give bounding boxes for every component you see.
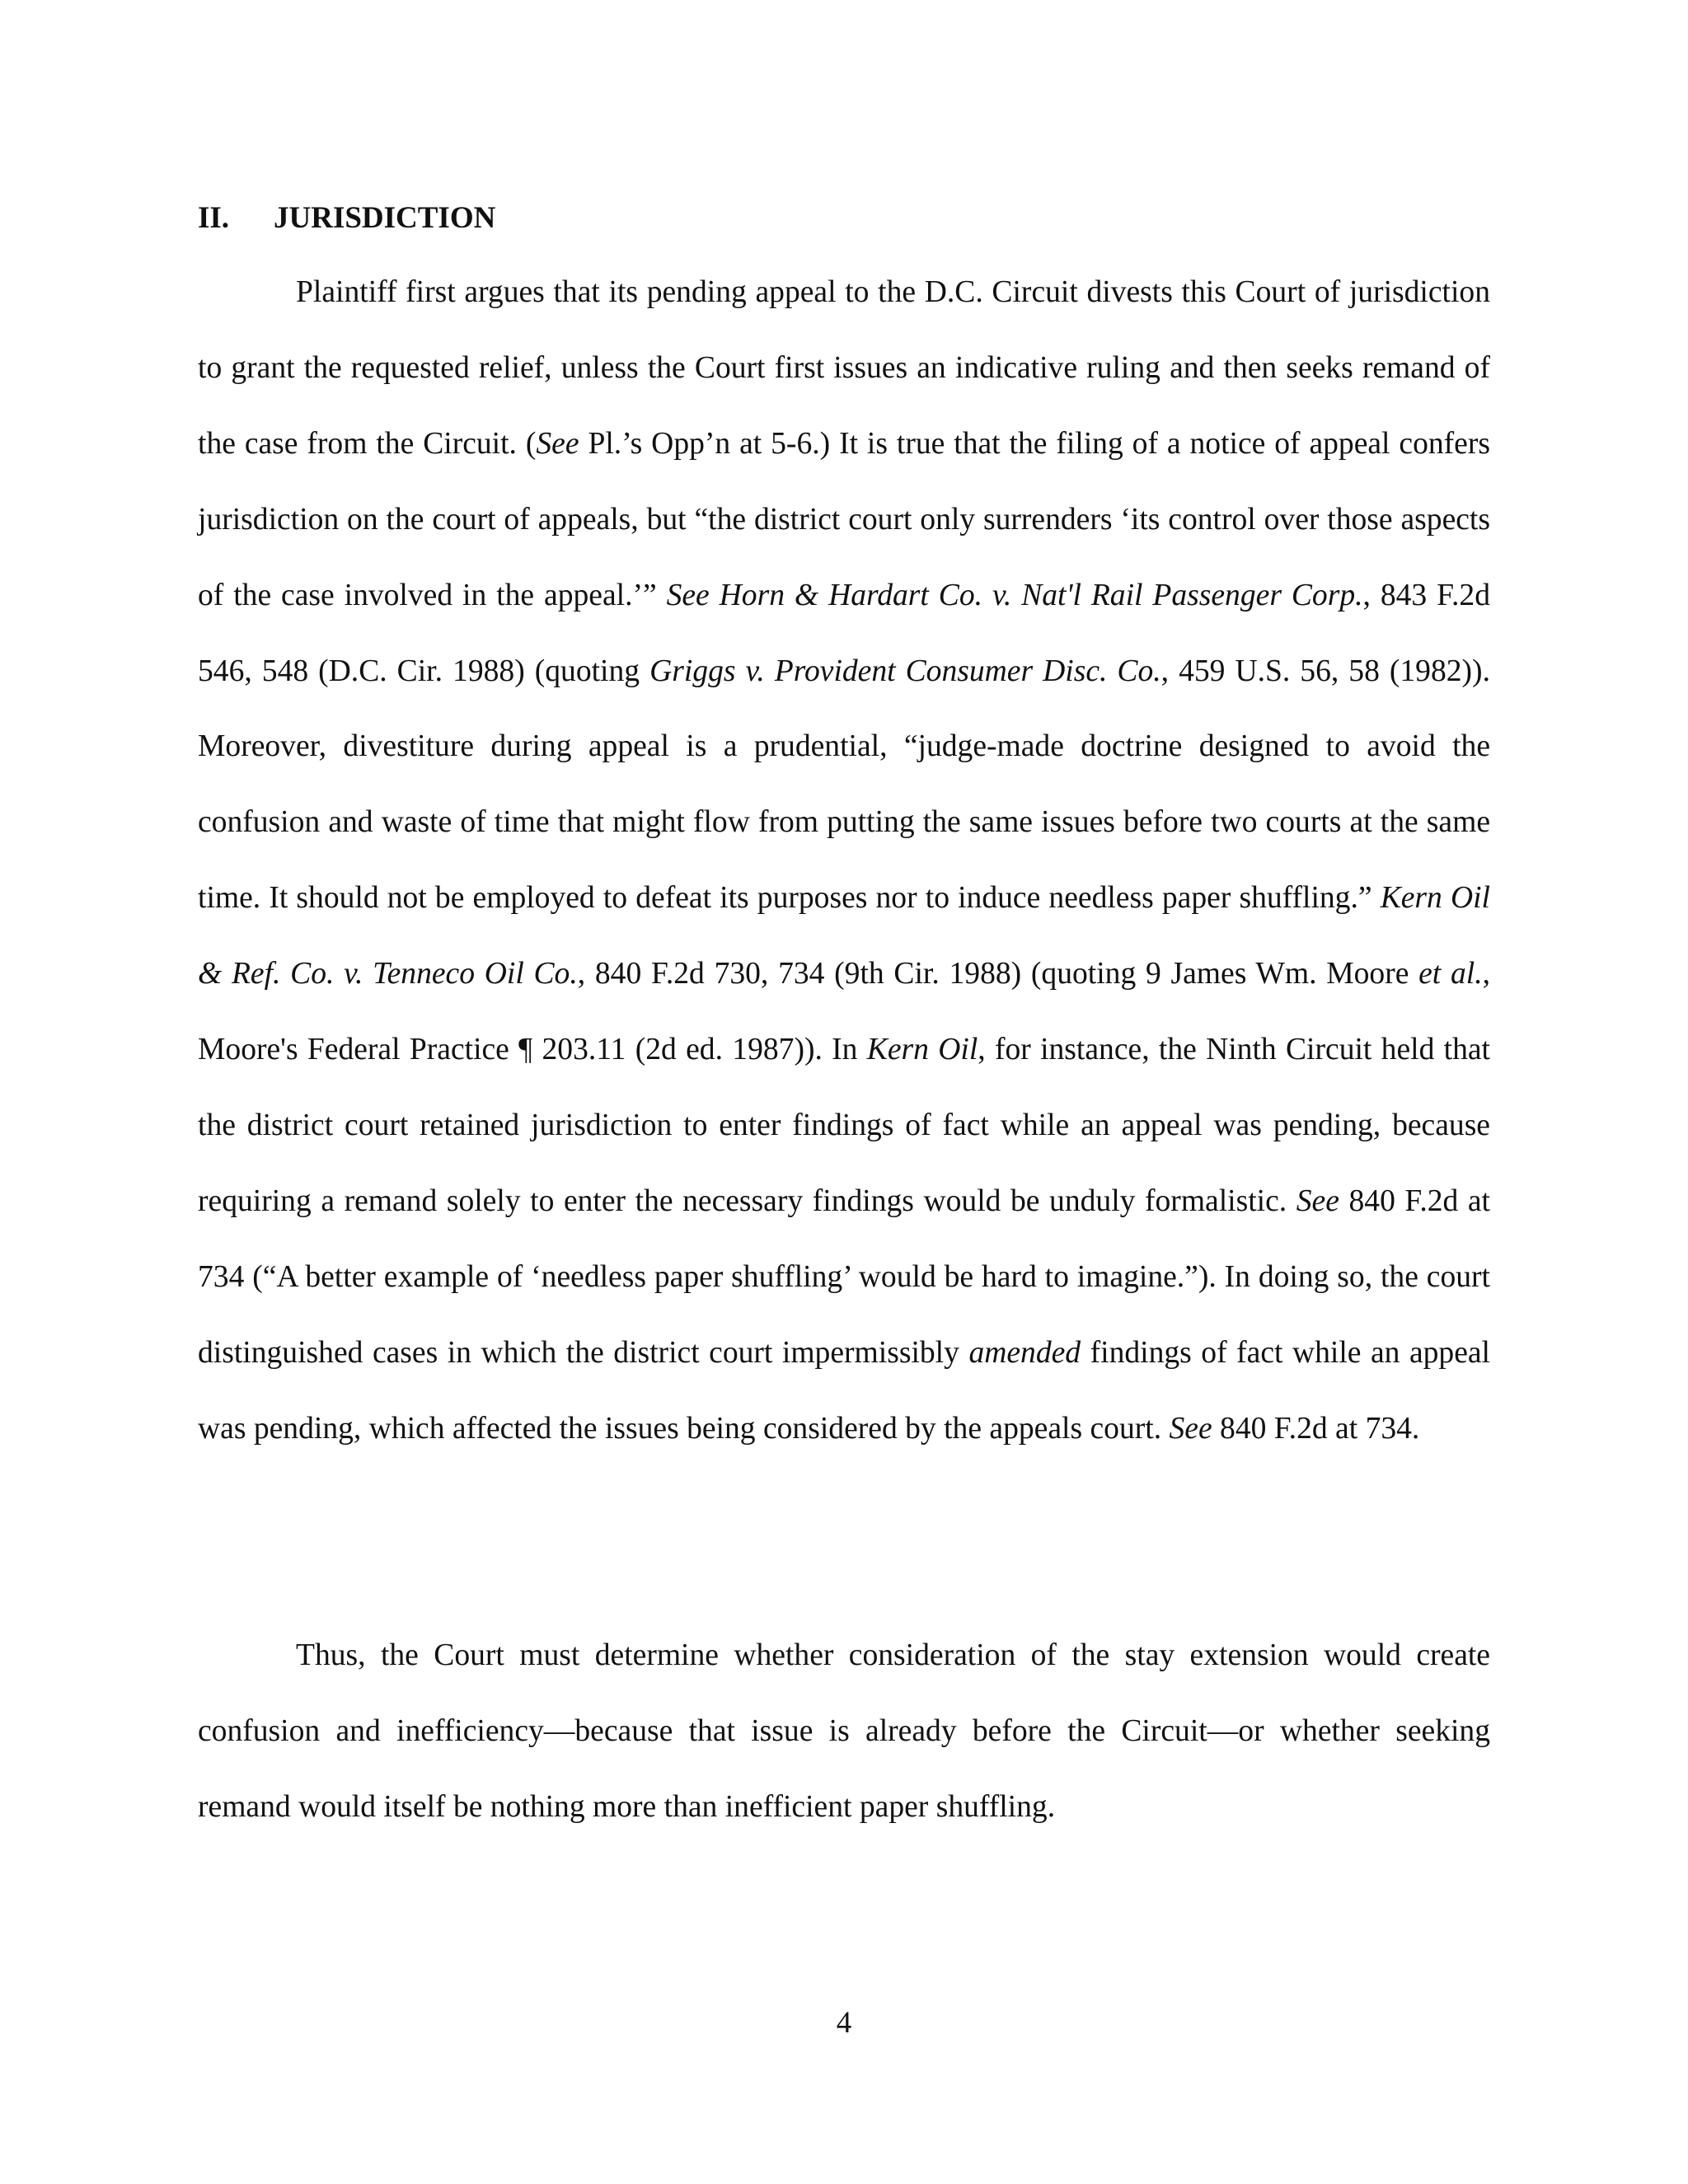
paragraph-text (198, 255, 1490, 1467)
section-title: JURISDICTION (274, 201, 496, 235)
case-citation: Griggs v. Provident Consumer Disc. Co. (649, 654, 1161, 688)
paragraph-jurisdiction-argument (198, 255, 1490, 1467)
paragraph-text: Thus, the Court must determine whether consideration of the stay extension would create confusion and inefficiency—because that issue is already before the Circuit—or whether seeking remand would itself be nothing more than inefficient paper shuffling. (198, 1638, 1490, 1824)
text-run: Plaintiff first argues that its pending appeal to the D.C. Circuit divests this Court of jurisdiction to grant the requested relief, unless the Court first issues an indicative ruling and then seeks remand of the case from the Circuit. ( (198, 275, 1490, 461)
citation-abbreviation: et al. (1418, 957, 1483, 991)
text-run: 840 F.2d at 734. (1212, 1411, 1420, 1446)
page-number: 4 (836, 2006, 852, 2040)
text-run: , Moore's Federal Practice ¶ 203.11 (2d ed. 1987)). In (198, 957, 1491, 1067)
case-short-name: Kern Oil (866, 1033, 978, 1067)
text-run: 840 F.2d at 734 (“A better example of ‘needless paper shuffling’ would be hard to imagine.”). In doing so, the court distinguished cases in which the district court impermissibly (198, 1183, 1490, 1370)
text-run: , 840 F.2d 730, 734 (9th Cir. 1988) (quoting 9 James Wm. Moore (577, 957, 1419, 991)
text-run: findings of fact while an appeal was pending, which affected the issues being considered by the appeals court. (198, 1335, 1490, 1446)
text-run: , 459 U.S. 56, 58 (1982)). Moreover, divestiture during appeal is a prudential, “judge-made doctrine designed to avoid the confusion and waste of time that might flow from putting the same issues before two courts at the same time. It should not be employed to defeat its purposes nor to induce needless paper shuffling.” (198, 654, 1490, 916)
paragraph-conclusion (198, 1618, 1490, 1845)
citation-signal: See (1296, 1183, 1339, 1218)
case-citation: See Horn & Hardart Co. v. Nat'l Rail Passenger Corp. (666, 578, 1363, 612)
emphasis: amended (968, 1335, 1081, 1370)
case-citation: Kern Oil & Ref. Co. v. Tenneco Oil Co. (198, 881, 1491, 991)
citation-signal: See (536, 426, 579, 461)
section-number: II. (198, 201, 230, 235)
section-heading (198, 198, 495, 239)
text-run: , for instance, the Ninth Circuit held that the district court retained jurisdiction to enter findings of fact while an appeal was pending, because requiring a remand solely to enter the necessary findings would be unduly formalistic. (198, 1033, 1491, 1218)
text-run: , 843 F.2d 546, 548 (D.C. Cir. 1988) (quoting (198, 578, 1490, 688)
citation-signal: See (1169, 1411, 1212, 1446)
text-run: Pl.’s Opp’n at 5-6.) It is true that the filing of a notice of appeal confers jurisdiction on the court of appeals, but “the district court only surrenders ‘its control over those aspects of the case involved in the appeal.’” (198, 426, 1490, 612)
